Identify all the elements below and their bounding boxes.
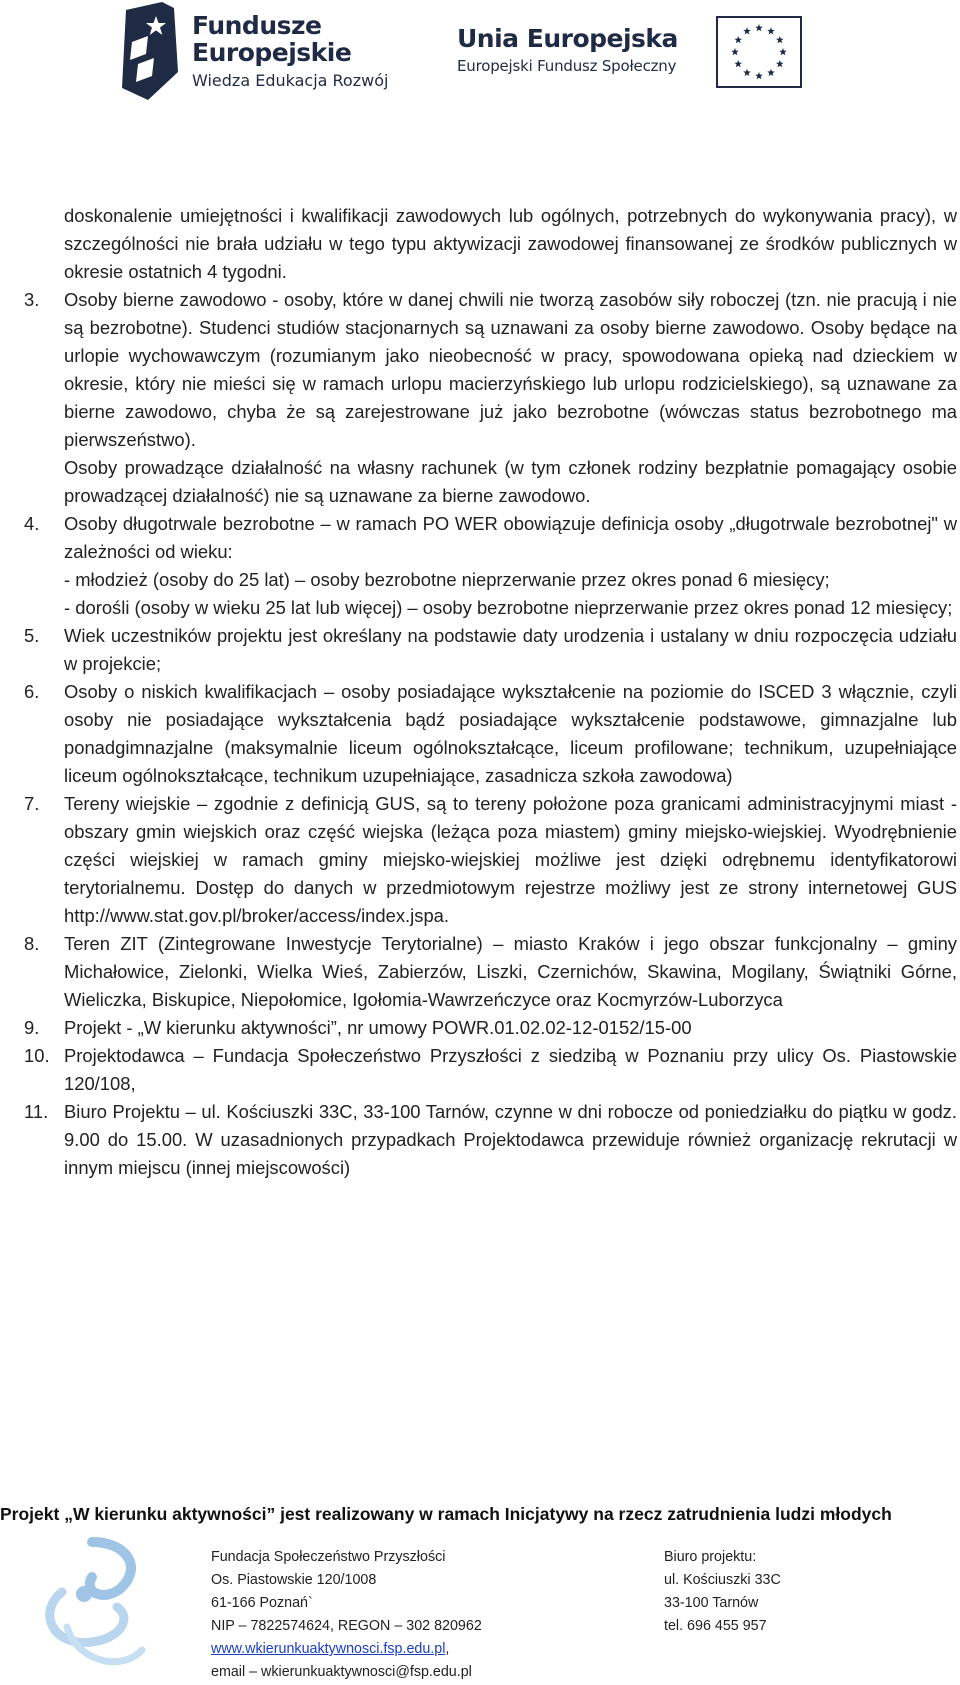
list-item	[24, 622, 957, 678]
list-item-number: 9.	[24, 1017, 40, 1038]
intro-paragraph: doskonalenie umiejętności i kwalifikacji zawodowych lub ogólnych, potrzebnych do wykonywania pracy), w szczególności nie brała udziału w tego typu aktywizacji zawodowej finansowanej ze środków publicznych w okresie ostatnich 4 tygodni.	[64, 205, 957, 282]
list-item-text: Osoby bierne zawodowo - osoby, które w danej chwili nie tworzą zasobów siły roboczej (tzn. nie pracują i nie są bezrobotne). Studenci studiów stacjonarnych są uznawani za osoby bierne zawodowo. Osoby będące na urlopie wychowawczym (rozumianym jako nieobecność w pracy, spowodowana opieką nad dzieckiem w okresie, który nie mieści się w ramach urlopu macierzyńskiego lub urlopu rodzicielskiego), są uznawane za bierne zawodowo, chyba że są zarejestrowane już jako bezrobotne (wówczas status bezrobotnego ma pierwszeństwo).	[64, 289, 957, 450]
foundation-email: email – wkierunkuaktywnosci@fsp.edu.pl	[211, 1664, 472, 1680]
office-phone: tel. 696 455 957	[664, 1618, 767, 1634]
website-link[interactable]: www.wkierunkuaktywnosci.fsp.edu.pl	[211, 1641, 446, 1657]
website-suffix: ,	[445, 1641, 450, 1657]
foundation-name: Fundacja Społeczeństwo Przyszłości	[211, 1549, 446, 1565]
footer-title: Projekt „W kierunku aktywności” jest realizowany w ramach Inicjatywy na rzecz zatrudnienia ludzi młodych	[0, 1504, 892, 1524]
project-office-contact	[664, 1546, 781, 1638]
foundation-contact	[211, 1546, 482, 1684]
list-item-text: Wiek uczestników projektu jest określany na podstawie daty urodzenia i ustalany w dniu rozpoczęcia udziału w projekcie;	[64, 625, 957, 674]
list-item-text: Osoby prowadzące działalność na własny rachunek (w tym członek rodziny bezpłatnie pomagający osobie prowadzącej działalność) nie są uznawane za bierne zawodowo.	[64, 457, 957, 506]
foundation-website-row	[211, 1638, 482, 1661]
list-item-text: Projekt - „W kierunku aktywności”, nr umowy POWR.01.02.02-12-0152/15-00	[64, 1017, 692, 1038]
document-body	[24, 202, 957, 1182]
list-item-number: 10.	[24, 1045, 50, 1066]
office-street: ul. Kościuszki 33C	[664, 1572, 781, 1588]
list-item-number: 3.	[24, 289, 40, 310]
list-item	[24, 1042, 957, 1098]
foundation-address-street: Os. Piastowskie 120/1008	[211, 1572, 377, 1588]
list-item-text: Biuro Projektu – ul. Kościuszki 33C, 33-100 Tarnów, czynne w dni robocze od poniedziałku do piątku w godz. 9.00 do 15.00. W uzasadnionych przypadkach Projektodawca przewiduje również organizację rekrutacji w innym miejscu (innej miejscowości)	[64, 1101, 957, 1178]
fe-line1: Fundusze	[192, 11, 322, 40]
foundation-logo-icon	[22, 1532, 162, 1682]
list-item	[24, 678, 957, 790]
list-item-number: 11.	[24, 1101, 49, 1122]
unia-europejska-wordmark	[457, 24, 678, 78]
list-item	[24, 790, 957, 930]
list-item-text: - młodzież (osoby do 25 lat) – osoby bezrobotne nieprzerwanie przez okres ponad 6 miesięcy;	[64, 569, 830, 590]
list-item	[24, 930, 957, 1014]
list-item-text: Osoby długotrwale bezrobotne – w ramach PO WER obowiązuje definicja osoby „długotrwale bezrobotnej" w zależności od wieku:	[64, 513, 957, 562]
fe-line2: Europejskie	[192, 38, 352, 67]
list-item-text: Projektodawca – Fundacja Społeczeństwo Przyszłości z siedzibą w Poznaniu przy ulicy Os. Piastowskie 120/108,	[64, 1045, 957, 1094]
fe-line3: Wiedza Edukacja Rozwój	[192, 71, 389, 90]
list-item	[24, 286, 957, 510]
list-item-number: 7.	[24, 793, 40, 814]
list-item-number: 6.	[24, 681, 40, 702]
list-item	[24, 1098, 957, 1182]
foundation-address-city: 61-166 Poznań`	[211, 1595, 313, 1611]
list-item-text: Teren ZIT (Zintegrowane Inwestycje Terytorialne) – miasto Kraków i jego obszar funkcjonalny – gminy Michałowice, Zielonki, Wielka Wieś, Zabierzów, Liszki, Czernichów, Skawina, Mogilany, Świątniki Górne, Wieliczka, Biskupice, Niepołomice, Igołomia-Wawrzeńczyce oraz Kocmyrzów-Luborzyca	[64, 933, 957, 1010]
list-item-text: - dorośli (osoby w wieku 25 lat lub więcej) – osoby bezrobotne nieprzerwanie przez okres ponad 12 miesięcy;	[64, 597, 953, 618]
fundusze-europejskie-logo-icon	[118, 2, 180, 100]
office-label: Biuro projektu:	[664, 1549, 757, 1565]
list-item-text: Tereny wiejskie – zgodnie z definicją GUS, są to tereny położone poza granicami administracyjnymi miast - obszary gmin wiejskich oraz część wiejska (leżąca poza miastem) gminy miejsko-wiejskiej. Wyodrębnienie części wiejskiej w ramach gminy miejsko-wiejskiej możliwe jest dzięki odrębnemu identyfikatorowi terytorialnemu. Dostęp do danych w przedmiotowym rejestrze możliwy jest ze strony internetowej GUS http://www.stat.gov.pl/broker/access/index.jspa.	[64, 793, 957, 926]
list-item	[24, 1014, 957, 1042]
fundusze-europejskie-wordmark	[192, 12, 388, 94]
list-item-number: 8.	[24, 933, 40, 954]
list-item-number: 4.	[24, 513, 40, 534]
definition-list	[24, 286, 957, 1182]
office-city: 33-100 Tarnów	[664, 1595, 759, 1611]
list-item	[24, 510, 957, 622]
list-item-text: Osoby o niskich kwalifikacjach – osoby posiadające wykształcenie na poziomie do ISCED 3 włącznie, czyli osoby nie posiadające wykształcenia bądź posiadające wykształcenie podstawowe, gimnazjalne lub ponadgimnazjalne (maksymalnie liceum ogólnokształcące, liceum profilowane; technikum, uzupełniające liceum ogólnokształcące, technikum uzupełniające, zasadnicza szkoła zawodowa)	[64, 681, 957, 786]
ue-line1: Unia Europejska	[457, 24, 678, 53]
eu-flag-icon	[716, 16, 802, 88]
page-header	[0, 0, 960, 120]
ue-line2: Europejski Fundusz Społeczny	[457, 57, 677, 75]
list-item-number: 5.	[24, 625, 40, 646]
foundation-tax-ids: NIP – 7822574624, REGON – 302 820962	[211, 1618, 482, 1634]
